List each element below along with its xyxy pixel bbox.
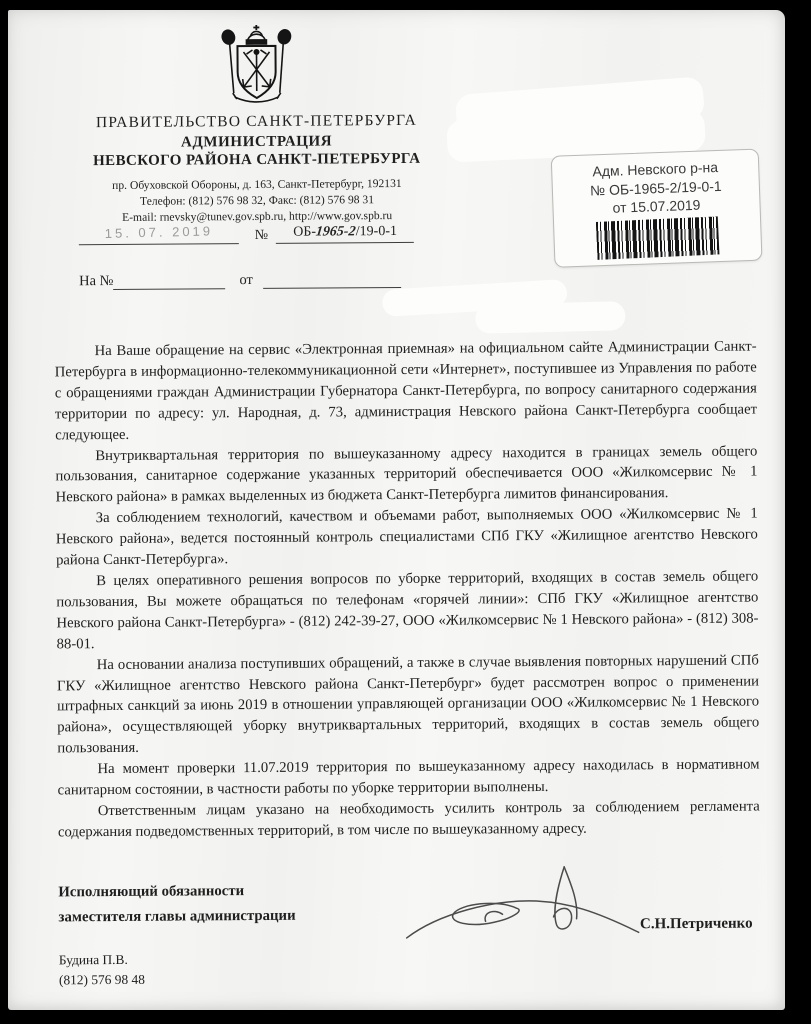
reply-reference-row [79,267,499,290]
signer-name: С.Н.Петриченко [639,915,753,933]
executor-name: Будина П.В. [58,951,128,968]
letterhead [33,19,479,226]
signer-title-line2: заместителя главы администрации [58,907,296,926]
spb-coat-of-arms-icon [206,21,307,110]
signature-scribble [398,860,649,957]
paragraph: За соблюдением технологий, качеством и объемами работ, выполняемых ООО «Жилкомсервис № 1 Невского района», ведется постоянный контроль специалистами СПб ГКУ «Жилищное агентство Невского района Санкт-Петербурга». [55,505,758,569]
government-title: ПРАВИТЕЛЬСТВО САНКТ-ПЕТЕРБУРГА [95,111,418,132]
reply-label: На № [79,272,114,290]
reply-date-blank [263,268,401,289]
executor-footer [59,950,145,991]
sticker-date: от 15.07.2019 [612,196,701,216]
paragraph: На Ваше обращение на сервис «Электронная приемная» на официальном сайте Администрации Санкт-Петербурга в информационно-телекоммуникационной сети «Интернет», поступившее из Управления по работе с обращениями граждан Администрации Губернатора Санкт-Петербурга, по вопросу санитарного содержания территории по адресу: ул. Народная, д. 73, администрация Невского района Санкт-Петербурга сообщает следующее. [54,338,758,444]
paragraph: Внутриквартальная территория по вышеуказанному адресу находится в границах земель общего пользования, санитарное содержание указанных территорий обеспечивается ООО «Жилкомсервис № 1 Невского района» в рамках выделенных из бюджета Санкт-Петербурга лимитов финансирования. [55,443,758,506]
org-title-line2: НЕВСКОГО РАЙОНА САНКТ-ПЕТЕРБУРГА [93,150,421,170]
org-title-line1: АДМИНИСТРАЦИЯ [180,133,333,151]
org-phone-fax: Телефон: (812) 576 98 32, Факс: (812) 576 98 31 [139,193,375,208]
reply-number-blank [113,269,225,290]
number-handwritten: 1965-2 [315,224,357,240]
org-email-web: E-mail: rnevsky@tunev.gov.spb.ru, http://www.gov.spb.ru [122,209,393,224]
outgoing-number-field [276,224,414,244]
number-symbol: № [254,227,269,243]
paragraph: На момент проверки 11.07.2019 территория по вышеуказанному адресу находилась в нормативном санитарном состоянии, в частности работы по уборке территории выполнены. [57,756,760,799]
redaction-addressee [475,301,626,334]
org-address: пр. Обуховской Обороны, д. 163, Санкт-Петербург, 192131 [112,176,402,192]
sticker-org: Адм. Невского р-на [592,159,719,180]
barcode [596,216,720,259]
registration-sticker [551,149,763,268]
executor-phone: (812) 576 98 48 [58,971,145,988]
reply-from-label: от [239,271,253,289]
outgoing-date-field [79,224,239,245]
date-stamp: 15. 07. 2019 [104,223,214,241]
scan-content [5,7,789,1012]
scanned-letter-page [8,10,785,1010]
outgoing-reference-row [79,222,499,245]
paragraph: В целях оперативного решения вопросов по уборке территорий, входящих в состав земель общего пользования, Вы можете обращаться по телефонам «горячей линии»: СПб ГКУ «Жилищное агентство Невского района Санкт-Петербурга» - (812) 242-39-27, ООО «Жилкомсервис № 1 Невского района» - (812) 308-88-01. [56,568,759,653]
signature-block [58,875,761,980]
number-suffix: /19-0-1 [355,223,398,240]
letter-body [55,336,760,843]
signer-title-line1: Исполняющий обязанности [58,883,245,901]
sticker-number: № ОБ-1965-2/19-0-1 [589,177,722,198]
number-prefix: ОБ- [293,224,317,240]
paragraph: Ответственным лицам указано на необходимость усилить контроль за соблюдением регламента содержания подведомственных территорий, в том числе по вышеуказанному адресу. [57,798,760,841]
paragraph: На основании анализа поступивших обращений, а также в случае выявления повторных нарушений СПб ГКУ «Жилищное агентство Невского района Санкт-Петербург» будет рассмотрен вопрос о применении штрафных санкций за июнь 2019 в отношении управляющей организации ООО «Жилкомсервис № 1 Невского района», осуществляющей уборку внутриквартальных территорий, входящих в состав земель общего пользования. [56,652,760,757]
